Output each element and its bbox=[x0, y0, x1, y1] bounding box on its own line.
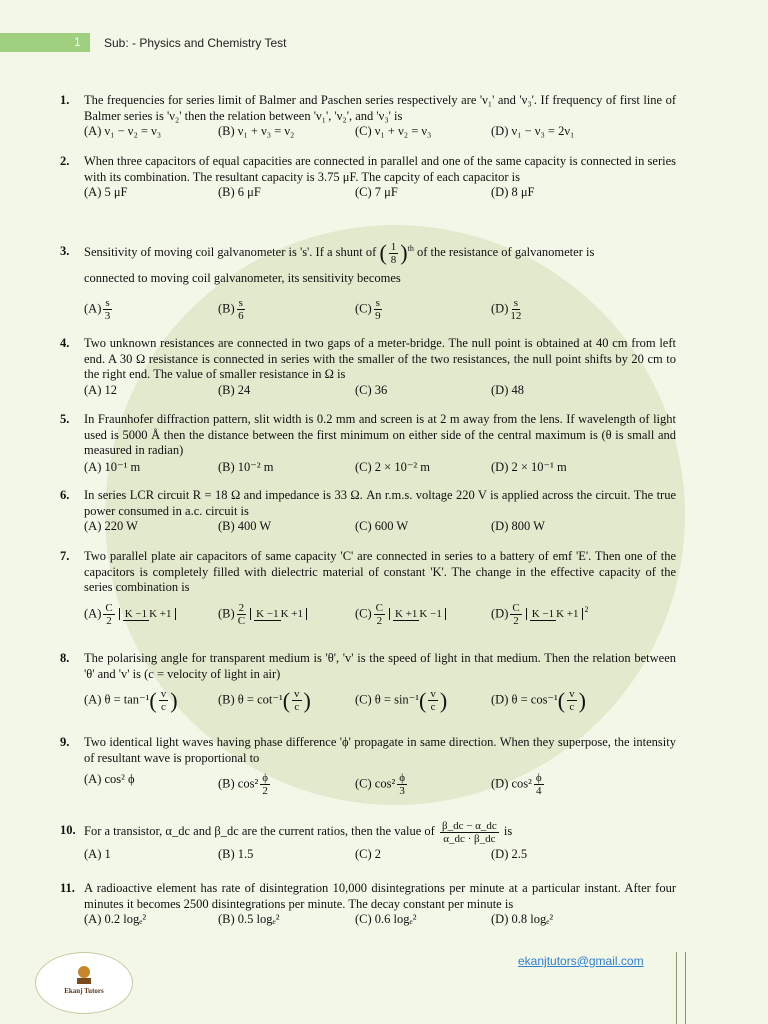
fraction-denominator: K +1 bbox=[280, 608, 303, 620]
question-text: In series LCR circuit R = 18 Ω and impedance is 33 Ω. An r.m.s. voltage 220 V is applied across the circuit. The true power consumed in a.c. circuit is bbox=[84, 488, 676, 518]
option-fraction bbox=[374, 297, 382, 322]
option-label: (A) θ = tan⁻¹ bbox=[84, 692, 150, 707]
question-text bbox=[84, 817, 676, 845]
fraction-denominator: 9 bbox=[375, 309, 381, 322]
ekanj-tutors-logo bbox=[35, 952, 133, 1014]
superscript: th bbox=[407, 244, 414, 253]
option-d[interactable] bbox=[491, 602, 589, 627]
paren-close: ) bbox=[400, 240, 408, 266]
fraction-numerator: 1 bbox=[390, 240, 397, 253]
footer-email-link[interactable]: ekanjtutors@gmail.com bbox=[518, 954, 644, 968]
question-text: When three capacitors of equal capacities are connected in parallel and one of the same capacity is connected in series with its combination. The resultant capacity is 3.75 μF. The capcity of each capacitor is bbox=[84, 154, 676, 184]
option-fraction bbox=[397, 772, 407, 797]
fraction-numerator: ϕ bbox=[535, 772, 542, 784]
question-10 bbox=[60, 817, 676, 864]
option-c[interactable]: (C) 2 × 10⁻² m bbox=[355, 459, 431, 474]
option-label: (D) bbox=[491, 605, 509, 620]
fraction-denominator: 8 bbox=[390, 253, 397, 266]
fraction-denominator: K +1 bbox=[149, 608, 172, 620]
option-b[interactable] bbox=[218, 772, 272, 797]
option-b[interactable]: (B) 0.5 logₑ² bbox=[218, 912, 280, 926]
option-b[interactable]: (B) 6 μF bbox=[218, 185, 261, 199]
question-number: 9. bbox=[60, 735, 70, 749]
fraction-denominator: 2 bbox=[376, 614, 383, 627]
fraction-denominator: 6 bbox=[238, 309, 244, 322]
question-text: A radioactive element has rate of disintegration 10,000 disintegrations per minute at a particular instant. After four minutes it becomes 2500 disintegrations per minute. The decay constant per minute is bbox=[84, 881, 676, 911]
fraction-numerator: s bbox=[375, 296, 380, 309]
option-fraction bbox=[292, 688, 302, 713]
question-4 bbox=[60, 336, 676, 400]
page-number: 1 bbox=[74, 35, 81, 49]
options bbox=[84, 124, 676, 141]
options bbox=[84, 688, 676, 720]
option-d[interactable]: (D) 2 × 10⁻¹ m bbox=[491, 459, 567, 474]
question-number: 7. bbox=[60, 549, 70, 563]
option-a[interactable]: (A) cos² ϕ bbox=[84, 772, 135, 786]
subject-title: Sub: - Physics and Chemistry Test bbox=[104, 36, 287, 50]
paren-open: ( bbox=[419, 687, 427, 713]
fraction-denominator: C bbox=[237, 614, 246, 627]
fraction-denominator: 4 bbox=[536, 785, 542, 797]
fraction-denominator: c bbox=[294, 701, 300, 713]
options bbox=[84, 772, 676, 802]
fraction-numerator: C bbox=[512, 601, 520, 614]
option-fraction bbox=[374, 602, 385, 627]
option-fraction bbox=[428, 688, 438, 713]
option-a[interactable]: (A) 12 bbox=[84, 382, 117, 397]
option-d[interactable]: (D) 0.8 logₑ² bbox=[491, 912, 554, 926]
question-text-part: of the resistance of galvanometer is bbox=[416, 245, 595, 260]
question-text bbox=[84, 234, 676, 267]
fraction-denominator: K +1 bbox=[556, 608, 579, 620]
fraction-denominator: c bbox=[569, 701, 575, 713]
question-number: 11. bbox=[60, 881, 75, 895]
option-fraction bbox=[103, 602, 114, 627]
option-c[interactable]: (C) 0.6 logₑ² bbox=[355, 912, 417, 926]
question-text: Two identical light waves having phase difference 'ϕ' propagate in same direction. When they superpose, the intensity of resultant wave is proportional to bbox=[84, 735, 676, 765]
option-a[interactable] bbox=[84, 297, 114, 322]
question-text-part: For a transistor, α_dc and β_dc are the current ratios, then the value of bbox=[84, 824, 435, 838]
question-1 bbox=[60, 93, 676, 141]
option-fraction bbox=[567, 688, 577, 713]
option-d[interactable] bbox=[491, 688, 586, 713]
option-c[interactable]: (C) 600 W bbox=[355, 519, 409, 533]
question-text: In Fraunhofer diffraction pattern, slit width is 0.2 mm and screen is at 2 m away from the lens. If wavelength of light used is 5000 Å then the distance between the first minimum on either side of the central maximum is (θ is small and measured in radian) bbox=[84, 412, 676, 457]
fraction-numerator: s bbox=[105, 296, 110, 309]
option-label: (D) θ = cos⁻¹ bbox=[491, 692, 558, 707]
paren-open: ( bbox=[557, 687, 566, 713]
paren-open: ( bbox=[282, 687, 291, 713]
question-8 bbox=[60, 651, 676, 720]
option-c[interactable]: (C) 7 μF bbox=[355, 185, 398, 199]
option-fraction bbox=[534, 772, 544, 797]
fraction-numerator: K −1 bbox=[124, 608, 148, 620]
option-label: (A) bbox=[84, 605, 102, 620]
fraction-denominator: 2 bbox=[513, 614, 519, 627]
option-c[interactable] bbox=[355, 297, 384, 322]
option-label: (A) bbox=[84, 301, 102, 316]
option-b[interactable] bbox=[218, 602, 309, 627]
paren-open: ( bbox=[379, 240, 387, 266]
options bbox=[84, 912, 676, 929]
question-7 bbox=[60, 549, 676, 636]
option-b[interactable]: (B) 1.5 bbox=[218, 847, 254, 861]
fraction-numerator: v bbox=[430, 688, 436, 700]
paren-close: ) bbox=[439, 687, 448, 713]
option-label: (C) θ = sin⁻¹ bbox=[355, 692, 420, 707]
fraction-denominator: 3 bbox=[104, 309, 111, 322]
fraction-denominator: K −1 bbox=[419, 608, 442, 620]
option-label: (D) bbox=[491, 301, 509, 316]
fraction-numerator: v bbox=[160, 688, 167, 700]
question-text: Two parallel plate air capacitors of same capacity 'C' are connected in series to a battery of emf 'E'. Then one of the capacitors is completely filled with dielectric material of constant 'K'. The change in the effective capacity of the series combination is bbox=[84, 549, 676, 594]
option-label: (D) cos² bbox=[491, 776, 532, 791]
question-number: 5. bbox=[60, 412, 70, 426]
option-d[interactable] bbox=[491, 297, 523, 322]
fraction-numerator: β_dc − α_dc bbox=[441, 819, 497, 832]
question-2 bbox=[60, 154, 676, 202]
fraction-numerator: K +1 bbox=[395, 608, 418, 620]
fraction-denominator: 2 bbox=[262, 785, 268, 797]
bracket-fraction bbox=[389, 608, 446, 620]
option-label: (C) cos² bbox=[355, 776, 396, 791]
fraction-numerator: C bbox=[105, 601, 113, 614]
options bbox=[84, 383, 676, 400]
option-a[interactable]: (A) 1 bbox=[84, 847, 111, 861]
options bbox=[84, 185, 676, 202]
question-number: 3. bbox=[60, 244, 70, 258]
option-label: (B) bbox=[218, 301, 235, 316]
option-a[interactable]: (A) ν₁ − ν₂ = ν₃ bbox=[84, 124, 162, 138]
question-6 bbox=[60, 488, 676, 536]
question-number: 4. bbox=[60, 336, 70, 350]
option-d[interactable]: (D) 800 W bbox=[491, 519, 545, 533]
option-a[interactable]: (A) 0.2 logₑ² bbox=[84, 912, 147, 926]
options bbox=[84, 602, 676, 636]
paren-open: ( bbox=[149, 687, 157, 713]
option-a[interactable]: (A) 10⁻¹ m bbox=[84, 459, 141, 474]
option-d[interactable]: (D) ν₁ − ν₃ = 2ν₁ bbox=[491, 124, 575, 138]
question-number: 1. bbox=[60, 93, 70, 107]
option-a[interactable] bbox=[84, 688, 178, 713]
fraction-numerator: 2 bbox=[238, 601, 245, 614]
option-fraction bbox=[260, 772, 270, 797]
option-d[interactable]: (D) 2.5 bbox=[491, 847, 528, 861]
transistor-fraction bbox=[440, 820, 499, 845]
fraction-numerator: K −1 bbox=[531, 608, 555, 620]
option-fraction bbox=[237, 297, 245, 322]
option-b[interactable]: (B) 10⁻² m bbox=[218, 459, 274, 474]
options bbox=[84, 847, 676, 864]
superscript: 2 bbox=[584, 604, 589, 614]
question-text-part: Sensitivity of moving coil galvanometer is 's'. If a shunt of bbox=[84, 245, 377, 260]
option-c[interactable]: (C) ν₁ + ν₂ = ν₃ bbox=[355, 124, 432, 138]
option-label: (B) cos² bbox=[218, 776, 259, 791]
option-fraction bbox=[159, 688, 169, 713]
option-c[interactable] bbox=[355, 772, 409, 797]
fraction-numerator: v bbox=[294, 688, 300, 700]
paren-close: ) bbox=[170, 687, 178, 713]
question-number: 10. bbox=[60, 823, 76, 837]
options bbox=[84, 297, 676, 325]
paren-close: ) bbox=[578, 687, 586, 713]
question-text: Two unknown resistances are connected in two gaps of a meter-bridge. The null point is obtained at 40 cm from left end. A 30 Ω resistance is connected in series with the smaller of the two resistances, the null point shifts by 20 cm to the right end. The value of smaller resistance in Ω is bbox=[84, 336, 676, 381]
options bbox=[84, 519, 676, 536]
fraction-denominator: α_dc · β_dc bbox=[443, 832, 496, 845]
fraction-numerator: s bbox=[238, 296, 243, 309]
option-fraction bbox=[237, 602, 247, 627]
fraction-denominator: 3 bbox=[399, 785, 405, 797]
fraction-denominator: 12 bbox=[510, 309, 522, 322]
fraction-denominator: 2 bbox=[106, 614, 112, 627]
fraction-numerator: v bbox=[569, 688, 575, 700]
option-d[interactable] bbox=[491, 772, 546, 797]
option-c[interactable] bbox=[355, 602, 448, 627]
option-fraction bbox=[103, 297, 111, 322]
fraction-numerator: s bbox=[513, 296, 518, 309]
footer-divider-lines bbox=[676, 952, 686, 1024]
question-5 bbox=[60, 412, 676, 476]
option-label: (C) bbox=[355, 301, 372, 316]
fraction-numerator: C bbox=[375, 601, 384, 614]
option-b[interactable]: (B) ν₁ + ν₃ = ν₂ bbox=[218, 124, 295, 138]
fraction-numerator: ϕ bbox=[262, 772, 268, 784]
option-fraction bbox=[510, 297, 521, 322]
option-a[interactable]: (A) 220 W bbox=[84, 519, 138, 533]
question-text: The frequencies for series limit of Balmer and Paschen series respectively are 'ν₁' and 'ν₃'. If frequency of first line of Balmer series is 'ν₂' then the relation between 'ν₁', 'ν₂', and 'ν₃' is bbox=[84, 93, 676, 123]
paren-close: ) bbox=[303, 687, 311, 713]
question-text: The polarising angle for transparent medium is 'θ', 'v' is the speed of light in that medium. Then the relation between 'θ' and 'v' is (c = velocity of light in air) bbox=[84, 651, 676, 681]
bracket-fraction bbox=[526, 608, 583, 620]
option-label: (C) bbox=[355, 605, 372, 620]
fraction-numerator: K −1 bbox=[256, 608, 279, 620]
options bbox=[84, 459, 676, 476]
question-11 bbox=[60, 881, 676, 929]
option-c[interactable]: (C) 36 bbox=[355, 382, 388, 397]
bracket-fraction bbox=[250, 608, 307, 620]
fraction-denominator: c bbox=[161, 701, 166, 713]
option-d[interactable]: (D) 8 μF bbox=[491, 185, 535, 199]
option-a[interactable] bbox=[84, 602, 178, 627]
option-a[interactable]: (A) 5 μF bbox=[84, 185, 128, 199]
question-3 bbox=[60, 234, 676, 325]
option-d[interactable]: (D) 48 bbox=[491, 382, 524, 397]
question-number: 6. bbox=[60, 488, 70, 502]
fraction-denominator: c bbox=[430, 701, 436, 713]
question-number: 2. bbox=[60, 154, 70, 168]
question-text-part: is bbox=[503, 824, 513, 838]
bracket-fraction bbox=[119, 608, 176, 620]
fraction-numerator: ϕ bbox=[399, 772, 405, 784]
question-9 bbox=[60, 735, 676, 802]
option-label: (B) θ = cot⁻¹ bbox=[218, 692, 283, 707]
option-b[interactable]: (B) 24 bbox=[218, 382, 251, 397]
option-fraction bbox=[510, 602, 521, 627]
question-text-continued: connected to moving coil galvanometer, its sensitivity becomes bbox=[84, 271, 401, 286]
option-b[interactable] bbox=[218, 688, 311, 713]
question-number: 8. bbox=[60, 651, 70, 665]
logo-text: Ekanj Tutors bbox=[64, 987, 104, 995]
logo-emblem-icon bbox=[71, 963, 97, 987]
option-label: (B) bbox=[218, 605, 235, 620]
option-b[interactable] bbox=[218, 297, 247, 322]
option-b[interactable]: (B) 400 W bbox=[218, 519, 272, 533]
shunt-fraction bbox=[389, 241, 399, 266]
option-c[interactable] bbox=[355, 688, 447, 713]
option-c[interactable]: (C) 2 bbox=[355, 847, 382, 861]
